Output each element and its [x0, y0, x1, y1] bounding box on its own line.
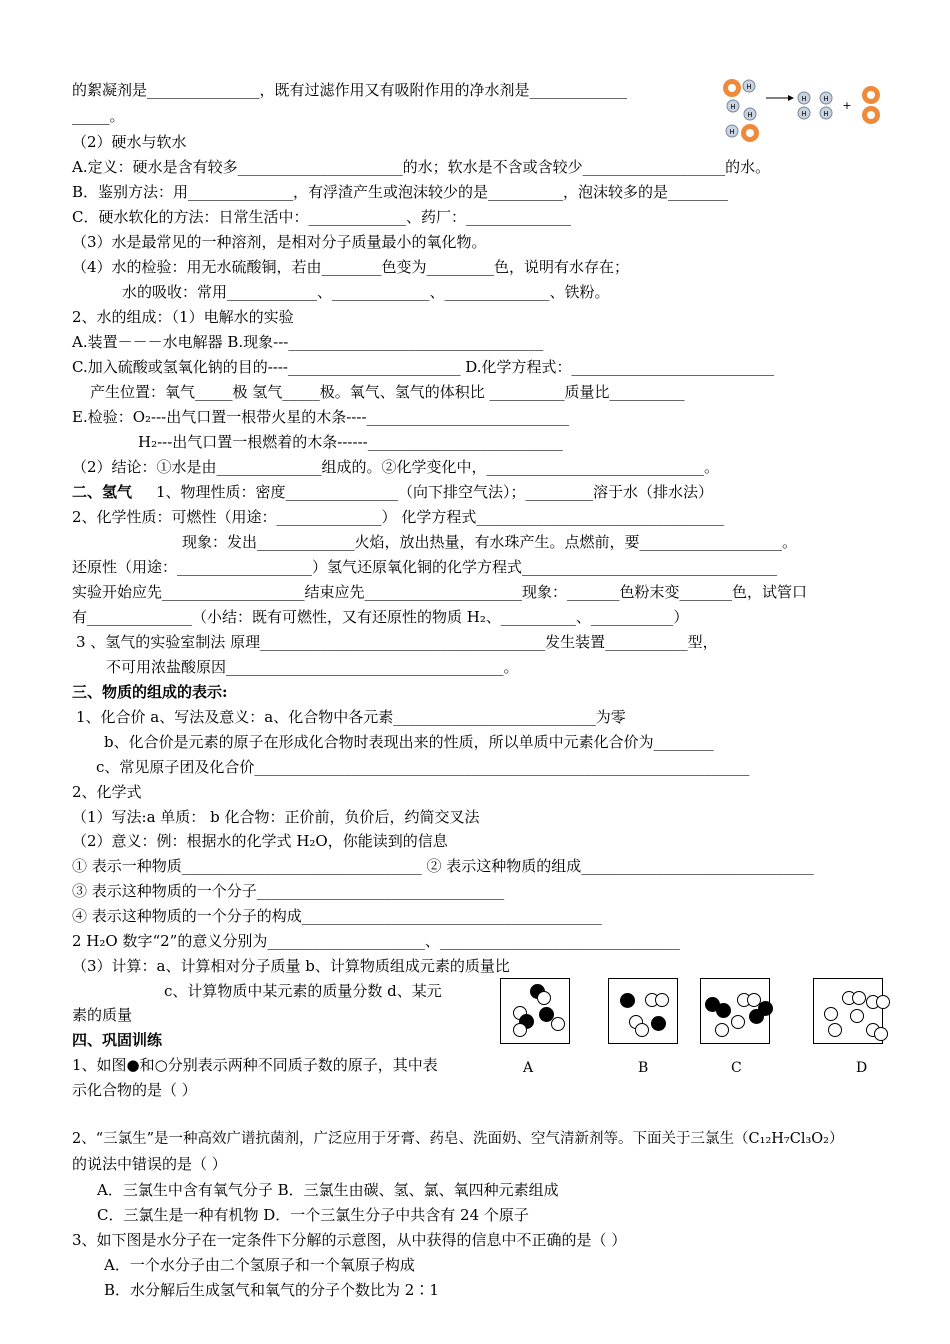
line-22: 有______________（小结：既有可燃性，又有还原性的物质 H₂、__________、___________）: [72, 608, 689, 626]
line-38: 1、如图●和○分别表示两种不同质子数的原子，其中表: [72, 1056, 438, 1074]
line-43: C．三氯生是一种有机物 D．一个三氯生分子中共含有 24 个原子: [97, 1206, 529, 1224]
option-label-b: B: [638, 1060, 649, 1076]
svg-text:H: H: [747, 111, 753, 119]
line-24: 不可用浓盐酸原因_____________________________________。: [106, 658, 519, 676]
heading-composition: 三、物质的组成的表示:: [72, 683, 228, 701]
line-16: （2）结论：①水是由______________组成的。②化学变化中，_____________________________。: [72, 458, 720, 476]
white-atom: [537, 991, 551, 1005]
option-box-b: [608, 978, 678, 1044]
line-46: B．水分解后生成氢气和氧气的分子个数比为 2∶1: [104, 1281, 439, 1299]
svg-text:H: H: [801, 110, 807, 118]
line-26: b、化合价是元素的原子在形成化合物时表现出来的性质，所以单质中元素化合价为________: [104, 733, 714, 751]
line-23: 3 、氢气的实验室制法 原理______________________________________发生装置___________型，: [76, 633, 718, 651]
line-34: 2 H₂O 数字“2”的意义分别为_____________________、________________________________: [72, 932, 680, 950]
line-31: ① 表示一种物质________________________________ ② 表示这种物质的组成_______________________________: [72, 857, 814, 875]
white-atom: [551, 1017, 565, 1031]
option-box-d: [813, 978, 883, 1044]
line-15: H₂---出气口置一根燃着的木条------__________________________: [138, 433, 563, 451]
option-label-c: C: [731, 1060, 742, 1076]
heading-hydrogen: 二、氢气: [72, 483, 133, 501]
white-atom: [828, 1023, 842, 1037]
line-8: （4）水的检验：用无水硫酸铜，若由________色变为_________色，说明有水存在；: [72, 258, 630, 276]
line-1: 的絮凝剂是_______________，既有过滤作用又有吸附作用的净水剂是_____________: [72, 81, 628, 99]
line-10: 2、水的组成：（1）电解水的实验: [72, 308, 294, 326]
white-atom: [852, 991, 866, 1005]
svg-text:H: H: [729, 128, 735, 136]
line-41: 的说法中错误的是（ ）: [72, 1155, 227, 1173]
line-4: A.定义：硬水是含有较多______________________的水；软水是不含或含较少___________________的水。: [72, 158, 771, 176]
line-19: 现象：发出_____________火焰，放出热量，有水珠产生。点燃前，要___________________。: [182, 533, 798, 551]
line-6: C．硬水软化的方法：日常生活中：_____________、药厂：______________: [72, 208, 571, 226]
line-3: （2）硬水与软水: [72, 133, 187, 151]
line-13: 产生位置：氧气_____极 氢气_____极。氧气、氢气的体积比 __________质量比__________: [90, 383, 685, 401]
line-7: （3）水是最常见的一种溶剂，是相对分子质量最小的氧化物。: [72, 233, 487, 251]
white-atom: [635, 1023, 649, 1037]
white-atom: [513, 1023, 527, 1037]
line-42: A．三氯生中含有氧气分子 B．三氯生由碳、氢、氯、氧四种元素组成: [97, 1181, 559, 1199]
white-atom: [850, 1009, 864, 1023]
water-decomposition-diagram: [716, 76, 894, 148]
line-9: 水的吸收：常用____________、_____________、______________、铁粉。: [122, 283, 610, 301]
line-11: A.装置－－－水电解器 B.现象---__________________________________: [72, 333, 544, 351]
heading-practice: 四、巩固训练: [72, 1031, 163, 1049]
svg-text:H: H: [823, 110, 829, 118]
black-atom: [651, 1016, 666, 1031]
option-box-a: [500, 978, 570, 1044]
line-18: 2、化学性质：可燃性（用途：______________） 化学方程式_________________________________: [72, 508, 724, 526]
white-atom: [874, 1027, 888, 1041]
svg-text:+: +: [842, 99, 852, 112]
svg-text:H: H: [823, 95, 829, 103]
white-atom: [715, 1023, 729, 1037]
white-atom: [824, 1007, 838, 1021]
line-30: （2）意义：例：根据水的化学式 H₂O，你能读到的信息: [72, 832, 448, 850]
line-35: （3）计算：a、计算相对分子质量 b、计算物质组成元素的质量比: [72, 957, 510, 975]
line-45: A．一个水分子由二个氢原子和一个氧原子构成: [104, 1256, 415, 1274]
line-5: B．鉴别方法：用______________，有浮渣产生或泡沫较少的是__________，泡沫较多的是________: [72, 183, 729, 201]
svg-text:H: H: [801, 95, 807, 103]
line-2: _____。: [72, 107, 125, 125]
line-40: 2、“三氯生”是一种高效广谱抗菌剂，广泛应用于牙膏、药皂、洗面奶、空气清新剂等。下面关于三氯生（C₁₂H₇Cl₃O₂）: [72, 1131, 844, 1147]
line-29: （1）写法:a 单质： b 化合物：正价前，负价后，约简交叉法: [72, 808, 480, 826]
svg-text:H: H: [730, 103, 736, 111]
black-atom: [716, 1003, 731, 1018]
line-14: E.检验：O₂---出气口置一根带火星的木条----___________________________: [72, 408, 570, 426]
black-atom: [758, 1001, 773, 1016]
option-label-d: D: [856, 1060, 868, 1076]
line-21: 实验开始应先___________________结束应先_____________________现象：_______色粉末变_______色，试管口: [72, 583, 808, 601]
line-17: 1、物理性质：密度_______________（向下排空气法）；_________溶于水（排水法）: [156, 483, 714, 501]
water-decomposition-svg: [716, 76, 894, 148]
line-32: ③ 表示这种物质的一个分子_________________________________: [72, 882, 505, 900]
white-atom: [876, 995, 890, 1009]
white-atom: [655, 993, 669, 1007]
line-28: 2、化学式: [72, 783, 142, 801]
line-20: 还原性（用途：__________________）氢气还原氧化铜的化学方程式__________________________________: [72, 558, 778, 576]
black-atom: [620, 993, 635, 1008]
option-box-c: [700, 978, 770, 1044]
option-label-a: A: [523, 1060, 534, 1076]
line-27: c、常见原子团及化合价__________________________________________________________________: [96, 758, 750, 776]
line-12: C.加入硫酸或氢氧化钠的目的----_______________________ D.化学方程式：___________________________: [72, 358, 775, 376]
white-atom: [731, 1015, 745, 1029]
line-44: 3、如下图是水分子在一定条件下分解的示意图，从中获得的信息中不正确的是（ ）: [72, 1231, 627, 1249]
line-33: ④ 表示这种物质的一个分子的构成________________________________________: [72, 907, 602, 925]
line-37: 素的质量: [72, 1006, 133, 1024]
svg-text:H: H: [746, 83, 752, 91]
line-36: c、计算物质中某元素的质量分数 d、某元: [164, 982, 442, 1000]
line-25: 1、化合价 a、写法及意义：a、化合物中各元素___________________________为零: [76, 708, 626, 726]
line-39: 示化合物的是（ ）: [72, 1081, 197, 1099]
